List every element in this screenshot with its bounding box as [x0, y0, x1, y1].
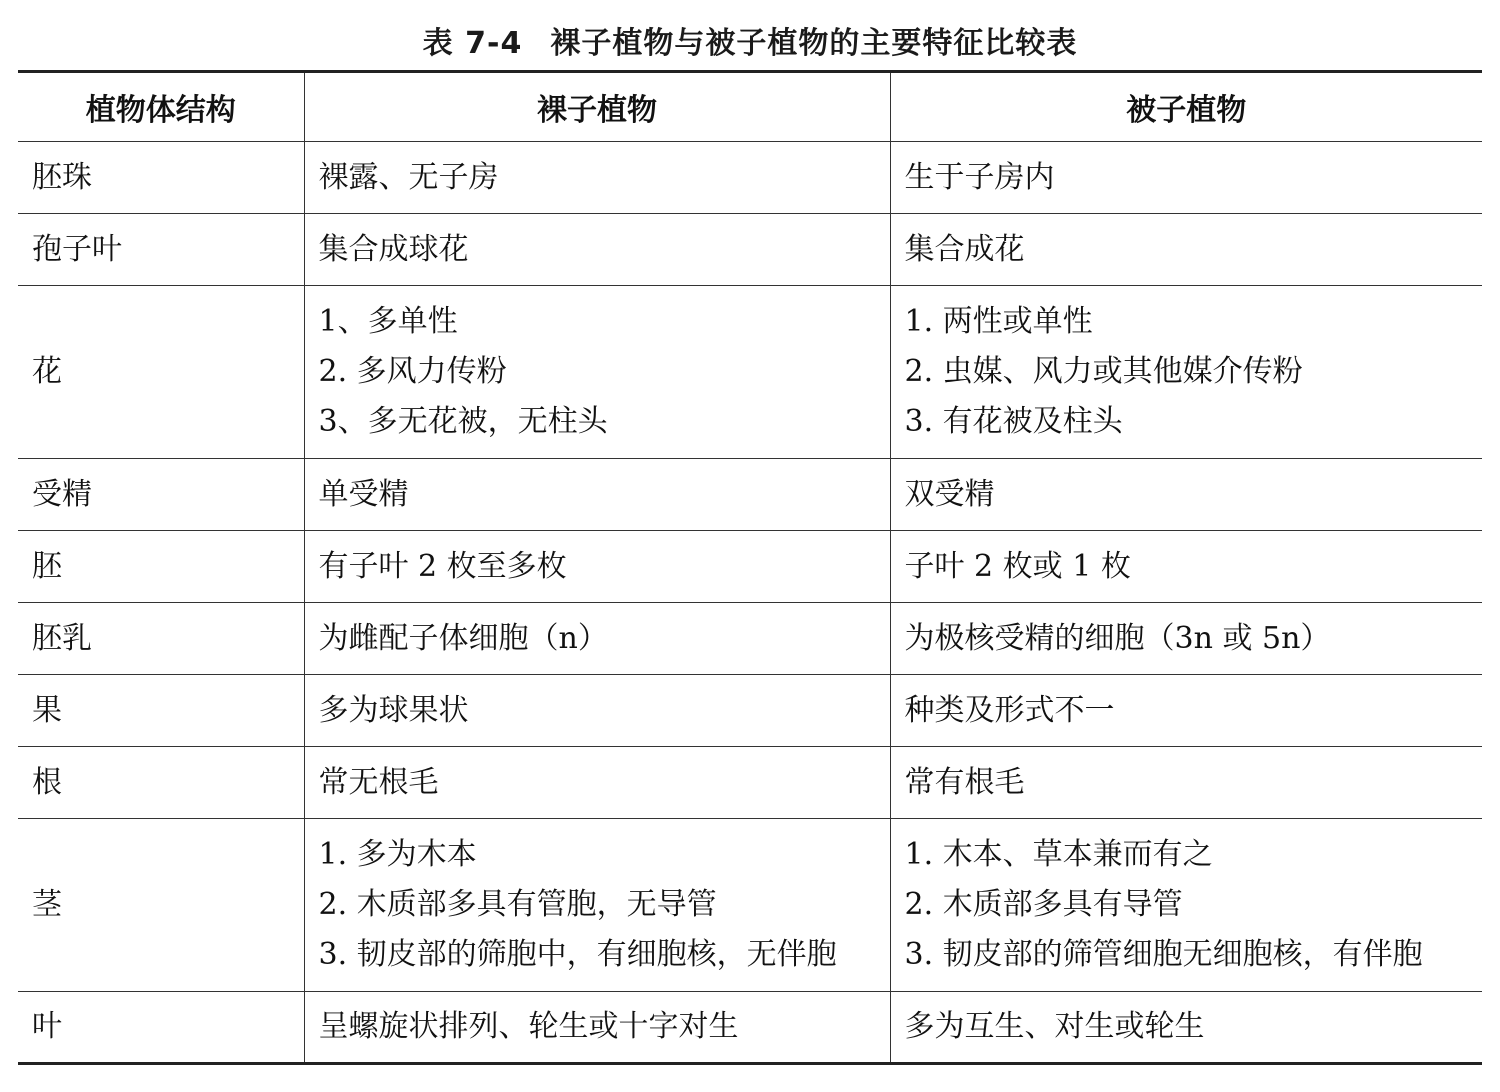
cell-angiosperm: [890, 531, 1482, 603]
cell-gymnosperm: [304, 675, 890, 747]
cell-angiosperm: [890, 603, 1482, 675]
cell-gymnosperm: [304, 142, 890, 214]
cell-structure: 胚乳: [18, 603, 304, 675]
header-row: [18, 72, 1482, 142]
cell-angiosperm: [890, 675, 1482, 747]
table-row: [18, 286, 1482, 459]
cell-angiosperm-item: 为极核受精的细胞（3n 或 5n）: [904, 620, 1331, 656]
cell-gymnosperm-item: 3. 韧皮部的筛胞中，有细胞核，无伴胞: [318, 937, 837, 972]
cell-angiosperm-item: 1. 两性或单性: [904, 304, 1093, 339]
cell-gymnosperm: [304, 819, 890, 992]
header-gymnosperm: 裸子植物: [304, 72, 890, 142]
cell-structure: 根: [18, 747, 304, 819]
table-row: [18, 214, 1482, 286]
comparison-table: [18, 70, 1482, 1065]
cell-gymnosperm: [304, 992, 890, 1064]
header-angiosperm: 被子植物: [890, 72, 1482, 142]
table-row: [18, 142, 1482, 214]
cell-structure: 孢子叶: [18, 214, 304, 286]
cell-gymnosperm-item: 有子叶 2 枚至多枚: [318, 548, 567, 584]
cell-angiosperm: [890, 459, 1482, 531]
cell-gymnosperm-item: 2. 木质部多具有管胞，无导管: [318, 887, 717, 922]
table-row: [18, 992, 1482, 1064]
cell-structure: 茎: [18, 819, 304, 992]
table-row: [18, 603, 1482, 675]
table-title: 裸子植物与被子植物的主要特征比较表: [550, 26, 1078, 61]
cell-gymnosperm: [304, 603, 890, 675]
cell-angiosperm: [890, 992, 1482, 1064]
cell-angiosperm-item: 2. 木质部多具有导管: [904, 887, 1183, 922]
cell-angiosperm-item: 常有根毛: [904, 764, 1025, 800]
table-row: [18, 459, 1482, 531]
cell-gymnosperm: [304, 214, 890, 286]
cell-gymnosperm-item: 裸露、无子房: [318, 159, 499, 195]
table-row: [18, 747, 1482, 819]
table-row: [18, 819, 1482, 992]
cell-angiosperm: [890, 142, 1482, 214]
cell-gymnosperm: [304, 459, 890, 531]
cell-angiosperm-item: 多为互生、对生或轮生: [904, 1009, 1205, 1044]
cell-structure: 花: [18, 286, 304, 459]
cell-angiosperm: [890, 747, 1482, 819]
cell-gymnosperm-item: 集合成球花: [318, 231, 469, 267]
cell-angiosperm-item: 集合成花: [904, 231, 1025, 267]
cell-gymnosperm: [304, 531, 890, 603]
cell-gymnosperm-item: 常无根毛: [318, 764, 439, 800]
cell-gymnosperm: [304, 286, 890, 459]
cell-gymnosperm-item: 多为球果状: [318, 692, 469, 728]
table-number: 表 7-4: [422, 26, 523, 61]
table-body: [18, 142, 1482, 1064]
cell-structure: 叶: [18, 992, 304, 1064]
cell-angiosperm-item: 1. 木本、草本兼而有之: [904, 837, 1213, 872]
cell-angiosperm-item: 2. 虫媒、风力或其他媒介传粉: [904, 354, 1303, 389]
cell-gymnosperm-item: 1. 多为木本: [318, 837, 477, 872]
cell-angiosperm-item: 3. 韧皮部的筛管细胞无细胞核，有伴胞: [904, 937, 1423, 972]
cell-gymnosperm-item: 3、多无花被，无柱头: [318, 404, 608, 439]
cell-angiosperm-item: 3. 有花被及柱头: [904, 404, 1123, 439]
cell-structure: 胚珠: [18, 142, 304, 214]
header-structure: 植物体结构: [18, 72, 304, 142]
table-row: [18, 675, 1482, 747]
table-caption: [0, 18, 1500, 62]
cell-gymnosperm: [304, 747, 890, 819]
cell-gymnosperm-item: 为雌配子体细胞（n）: [318, 620, 608, 656]
cell-angiosperm-item: 双受精: [904, 476, 995, 512]
cell-angiosperm-item: 子叶 2 枚或 1 枚: [904, 548, 1131, 584]
cell-angiosperm-item: 种类及形式不一: [904, 692, 1115, 728]
cell-angiosperm-item: 生于子房内: [904, 159, 1055, 195]
cell-structure: 果: [18, 675, 304, 747]
cell-structure: 受精: [18, 459, 304, 531]
cell-gymnosperm-item: 1、多单性: [318, 304, 458, 339]
cell-structure: 胚: [18, 531, 304, 603]
table-header: [18, 72, 1482, 142]
cell-angiosperm: [890, 214, 1482, 286]
table-row: [18, 531, 1482, 603]
cell-gymnosperm-item: 单受精: [318, 476, 409, 512]
cell-gymnosperm-item: 2. 多风力传粉: [318, 354, 507, 389]
cell-angiosperm: [890, 286, 1482, 459]
cell-angiosperm: [890, 819, 1482, 992]
cell-gymnosperm-item: 呈螺旋状排列、轮生或十字对生: [318, 1009, 739, 1044]
